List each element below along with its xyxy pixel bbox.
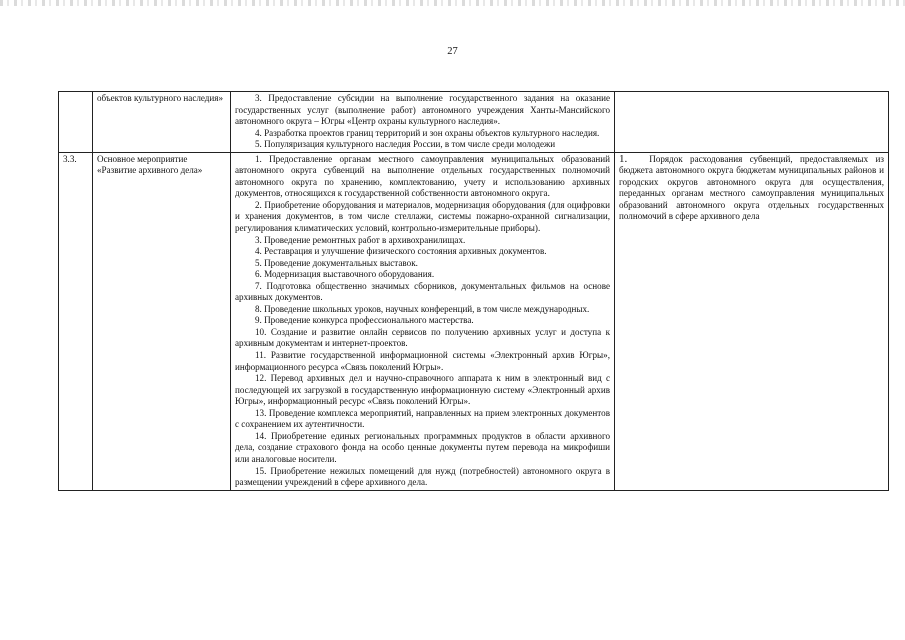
table-row <box>59 92 889 153</box>
measure-item: 15. Приобретение нежилых помещений для нужд (потребностей) автономного округа в размещении учреждений в сфере архивного дела. <box>235 465 610 488</box>
measures-table <box>58 91 889 491</box>
row-number-cell <box>59 152 93 490</box>
row-number: 3.3. <box>63 153 77 164</box>
measure-name-cell <box>93 92 231 153</box>
measure-item: 7. Подготовка общественно значимых сборников, документальных фильмов на основе архивных документов. <box>235 280 610 303</box>
measure-items-cell <box>231 92 615 153</box>
measure-item: 3. Проведение ремонтных работ в архивохранилищах. <box>255 234 466 245</box>
measure-name: Основное мероприятие «Развитие архивного дела» <box>97 153 203 176</box>
measure-item: 8. Проведение школьных уроков, научных конференций, в том числе международных. <box>255 303 590 314</box>
regulation-cell <box>615 92 889 153</box>
measure-item: 12. Перевод архивных дел и научно-справочного аппарата к ним в электронный вид с последующей их загрузкой в государственную информационную систему «Электронный архив Югры», информационный ресурс «Связь поколений Югры». <box>235 373 610 407</box>
measure-item: 11. Развитие государственной информационной системы «Электронный архив Югры», информационного ресурса «Связь поколений Югры». <box>235 350 610 372</box>
regulation-cell <box>615 152 889 490</box>
measure-name: объектов культурного наследия» <box>97 93 224 103</box>
measure-item: 4. Реставрация и улучшение физического состояния архивных документов. <box>255 246 547 257</box>
measure-item: 2. Приобретение оборудования и материалов, модернизация оборудования (для оцифровки и хранения документов, в том числе стеллажи, системы пожарно-охранной сигнализации, регулирования климатических условий, контрольно-измерительные приборы). <box>235 199 610 234</box>
page-number: 27 <box>447 46 458 57</box>
measure-item: 9. Проведение конкурса профессионального мастерства. <box>255 315 474 326</box>
measure-item: 4. Разработка проектов границ территорий и зон охраны объектов культурного наследия. <box>255 127 600 138</box>
measure-item: 3. Предоставление субсидии на выполнение государственного задания на оказание государственных услуг (выполнение работ) автономного учреждения Ханты-Мансийского автономного округа – Югры «Центр охраны культурного наследия». <box>235 93 610 127</box>
measure-name-cell <box>93 152 231 490</box>
measure-item: 1. Предоставление органам местного самоуправления муниципальных образований автономного округа субвенций на выполнение отдельных государственных полномочий автономного округа по хранению, комплектованию, учету и использованию архивных документов, относящихся к государственной собственности автономного округа. <box>235 153 610 199</box>
row-number-cell <box>59 92 93 153</box>
measure-item: 10. Создание и развитие онлайн сервисов по получению архивных услуг и доступа к архивным документам и интернет-проектов. <box>235 326 610 349</box>
measure-items-cell <box>231 152 615 490</box>
regulation-body: Порядок расходования субвенций, предоставляемых из бюджета автономного округа бюджетам муниципальных районов и городских округов автономного округа для осуществления, переданных органам местного самоуправления муниципальных образований автономного округа отдельных государственных полномочий в сфере архивного дела <box>619 153 884 222</box>
measure-item: 5. Проведение документальных выставок. <box>255 257 418 268</box>
measure-item: 6. Модернизация выставочного оборудования. <box>255 269 435 280</box>
measure-item: 13. Проведение комплекса мероприятий, направленных на прием электронных документов с сохранением их аутентичности. <box>235 407 610 430</box>
scan-edge-artifact <box>0 0 905 6</box>
regulation-text <box>619 154 884 223</box>
measure-item: 5. Популяризация культурного наследия России, в том числе среди молодежи <box>255 139 556 150</box>
table-row <box>59 152 889 490</box>
regulation-number: 1. <box>619 152 628 165</box>
measure-item: 14. Приобретение единых региональных программных продуктов в области архивного дела, создание страхового фонда на особо ценные документы путем перевода на микрофиши или аналоговые носители. <box>235 430 610 464</box>
